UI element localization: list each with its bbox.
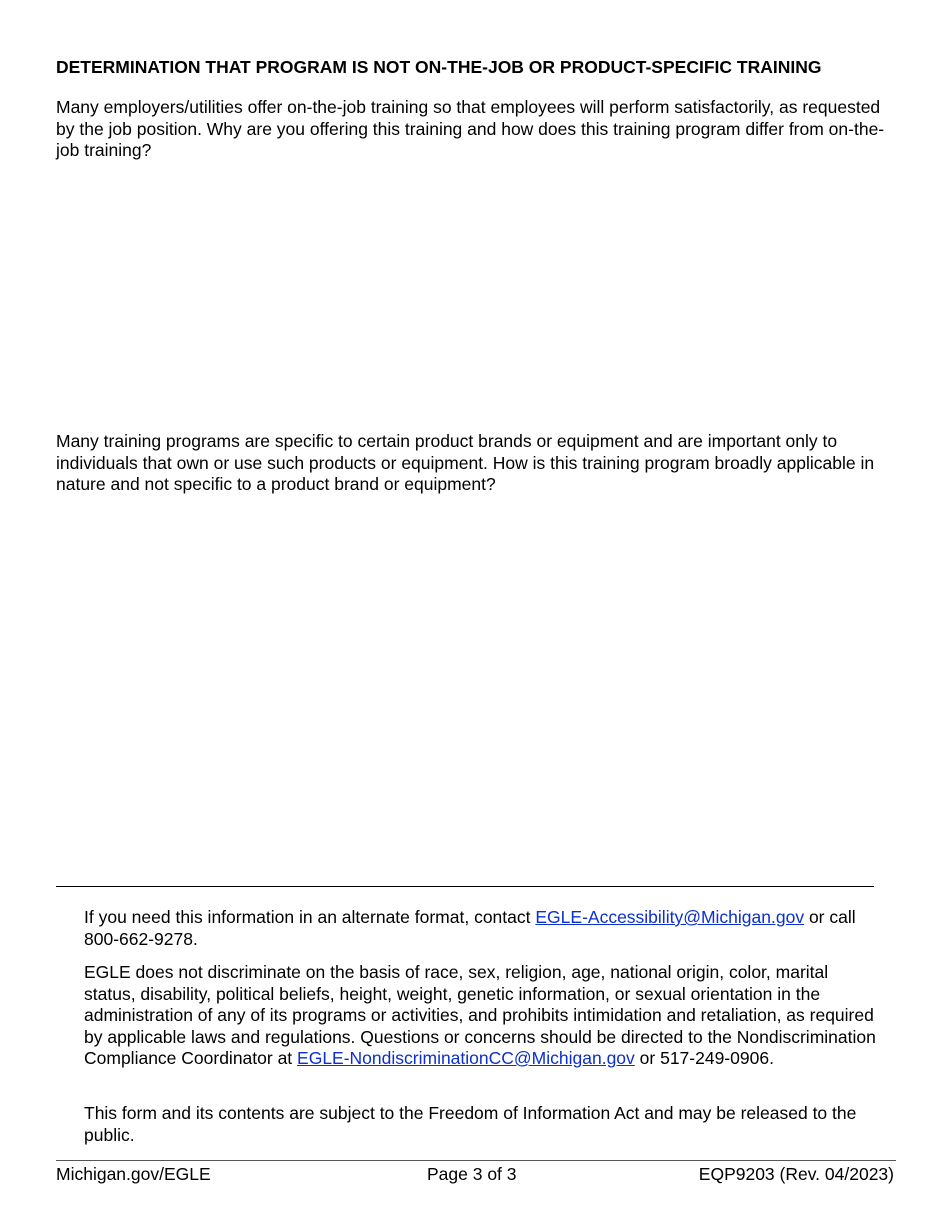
foia-notice: This form and its contents are subject to the Freedom of Information Act and may be released to the public. xyxy=(84,1103,857,1145)
nondiscrimination-phone: or 517-249-0906. xyxy=(634,1048,774,1068)
alternate-format-notice xyxy=(84,907,879,950)
notice-divider xyxy=(56,886,874,887)
answer-area-product-specific[interactable] xyxy=(56,502,886,862)
alternate-format-text: If you need this information in an alternate format, contact xyxy=(84,907,536,927)
nondiscrimination-notice xyxy=(84,962,879,1070)
footer-page-number: Page 3 of 3 xyxy=(427,1164,517,1184)
accessibility-email-link[interactable]: EGLE-Accessibility@Michigan.gov xyxy=(535,907,805,927)
answer-area-on-the-job[interactable] xyxy=(56,168,886,418)
section-heading: DETERMINATION THAT PROGRAM IS NOT ON-THE-JOB OR PRODUCT-SPECIFIC TRAINING xyxy=(56,57,822,77)
footer-divider xyxy=(56,1160,896,1161)
footer-website: Michigan.gov/EGLE xyxy=(56,1164,211,1184)
question-on-the-job: Many employers/utilities offer on-the-job training so that employees will perform satisfactorily, as requested by the job position. Why are you offering this training and how does this training program differ from on-the-job training? xyxy=(56,97,885,160)
nondiscrimination-email-link[interactable]: EGLE-NondiscriminationCC@Michigan.gov xyxy=(297,1048,635,1068)
alternate-format-phone: or call 800-662-9278. xyxy=(84,907,856,949)
question-product-specific: Many training programs are specific to certain product brands or equipment and are important only to individuals that own or use such products or equipment. How is this training program broadly applicable in nature and not specific to a product brand or equipment? xyxy=(56,431,875,494)
nondiscrimination-text: EGLE does not discriminate on the basis of race, sex, religion, age, national origin, color, marital status, disability, political beliefs, height, weight, genetic information, or sexual orientation in the administration of any of its programs or activities, and prohibits intimidation and retaliation, as required by applicable laws and regulations. Questions or concerns should be directed to the Nondiscrimination Compliance Coordinator at xyxy=(84,962,876,1068)
footer-form-id: EQP9203 (Rev. 04/2023) xyxy=(698,1164,894,1184)
